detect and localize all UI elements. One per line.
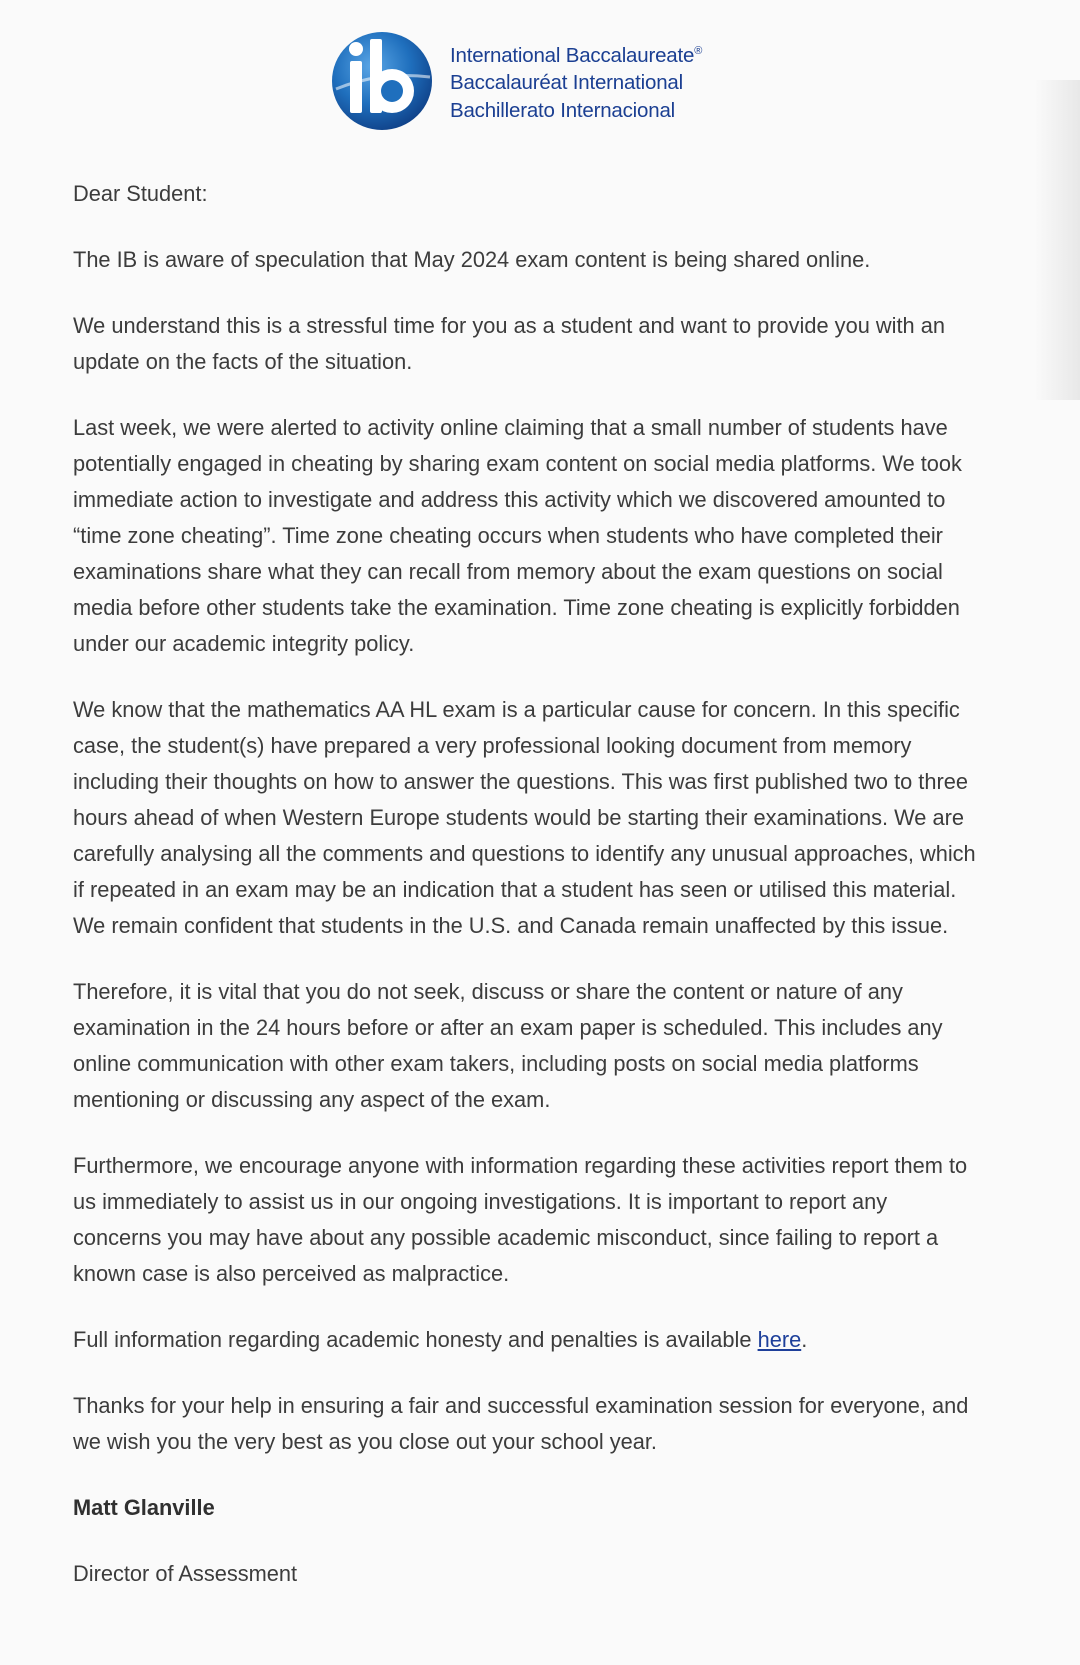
org-names xyxy=(450,38,702,125)
org-name-en: International Baccalaureate® xyxy=(450,43,703,67)
salutation: Dear Student: xyxy=(73,181,208,206)
paragraph-update: We understand this is a stressful time for you as a student and want to provide you with an update on the facts of the situation. xyxy=(73,313,945,374)
letterhead xyxy=(330,26,702,136)
ib-logo-icon xyxy=(330,29,435,134)
info-line-suffix: . xyxy=(801,1327,808,1352)
signature-title: Director of Assessment xyxy=(73,1561,298,1586)
info-line-text: Full information regarding academic honesty and penalties is available xyxy=(73,1327,758,1352)
signature-name: Matt Glanville xyxy=(73,1495,215,1520)
paragraph-do-not-share: Therefore, it is vital that you do not seek, discuss or share the content or nature of any examination in the 24 hours before or after an exam paper is scheduled. This includes any online communication with other exam takers, including posts on social media platforms mentioning or discussing any aspect of the exam. xyxy=(73,979,943,1112)
letter-body xyxy=(73,176,978,1622)
org-name-fr: Baccalauréat International xyxy=(450,71,683,95)
paragraph-report: Furthermore, we encourage anyone with information regarding these activities report them to us immediately to assist us in our ongoing investigations. It is important to report any concerns you may have about any possible academic misconduct, since failing to report a known case is also perceived as malpractice. xyxy=(73,1153,968,1286)
paragraph-time-zone-cheating: Last week, we were alerted to activity online claiming that a small number of students have potentially engaged in cheating by sharing exam content on social media platforms. We took immediate action to investigate and address this activity which we discovered amounted to “time zone cheating”. Time zone cheating occurs when students who have completed their examinations share what they can recall from memory about the exam questions on social media before other students take the examination. Time zone cheating is explicitly forbidden under our academic integrity policy. xyxy=(73,415,962,656)
paragraph-math-aa-hl: We know that the mathematics AA HL exam is a particular cause for concern. In this specific case, the student(s) have prepared a very professional looking document from memory including their thoughts on how to answer the questions. This was first published two to three hours ahead of when Western Europe students would be starting their examinations. We are carefully analysing all the comments and questions to identify any unusual approaches, which if repeated in an exam may be an indication that a student has seen or utilised this material. We remain confident that students in the U.S. and Canada remain unaffected by this issue. xyxy=(73,697,976,938)
paragraph-speculation: The IB is aware of speculation that May 2024 exam content is being shared online. xyxy=(73,247,871,272)
here-link[interactable]: here xyxy=(757,1327,802,1352)
closing-paragraph: Thanks for your help in ensuring a fair and successful examination session for everyone, and we wish you the very best as you close out your school year. xyxy=(73,1393,969,1454)
info-line xyxy=(73,1322,978,1358)
trademark-symbol: ® xyxy=(694,44,703,57)
org-name-es: Bachillerato Internacional xyxy=(450,99,675,123)
edge-shadow xyxy=(1034,80,1080,400)
